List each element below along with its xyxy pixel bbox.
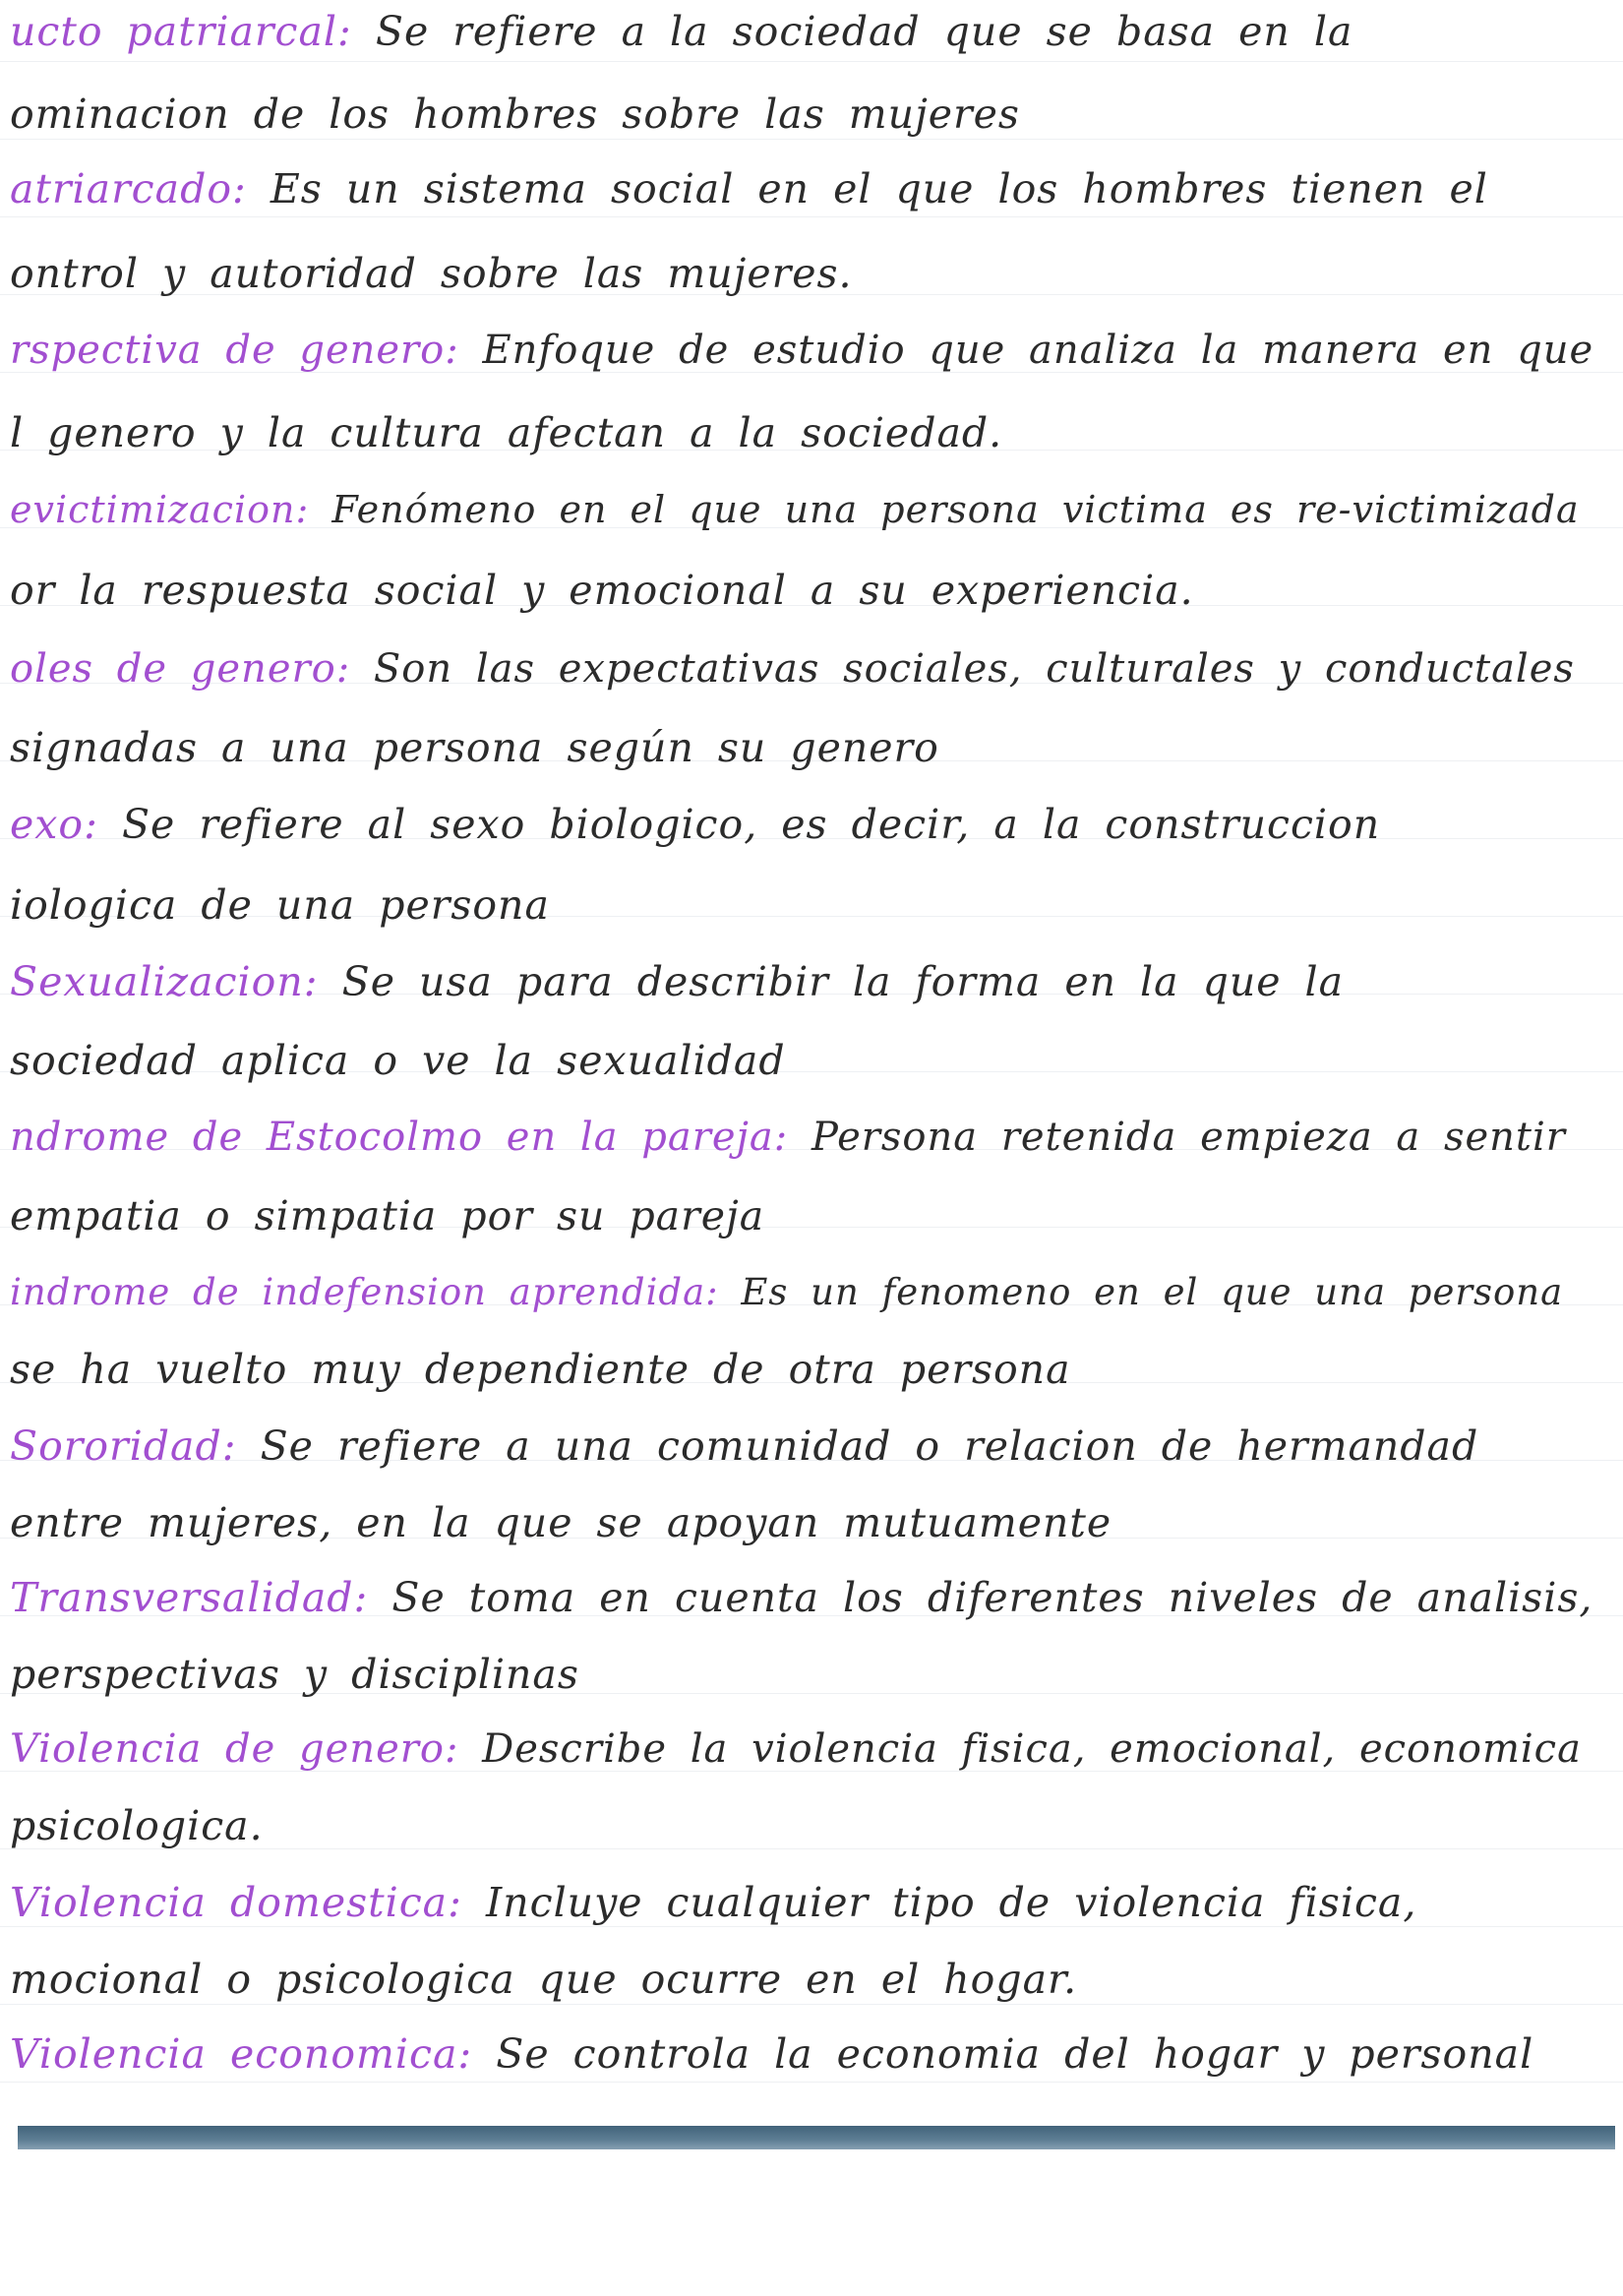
entry-line	[10, 563, 1194, 618]
definition-text: Describe la violencia fisica, emocional, economica	[482, 1726, 1582, 1772]
definition-text: sociedad aplica o ve la sexualidad	[10, 1037, 786, 1084]
glossary-term: Violencia de genero:	[10, 1726, 459, 1772]
entry-line	[10, 87, 1020, 142]
definition-text: or la respuesta social y emocional a su experiencia.	[10, 567, 1194, 614]
glossary-term: atriarcado:	[10, 165, 247, 212]
entry-line	[10, 1495, 1112, 1550]
definition-text: Son las expectativas sociales, culturales y conductales	[373, 646, 1575, 692]
definition-text: l genero y la cultura afectan a la sociedad.	[10, 409, 1003, 456]
definition-text: se ha vuelto muy dependiente de otra persona	[10, 1346, 1071, 1393]
definition-text: psicologica.	[10, 1802, 264, 1849]
entry-line	[10, 323, 1593, 378]
entry-line	[10, 1875, 1416, 1930]
glossary-term: indrome de indefension aprendida:	[10, 1271, 719, 1313]
ruled-line	[0, 61, 1623, 62]
entry-line	[10, 405, 1002, 460]
entry-line	[10, 1952, 1077, 2007]
glossary-term: evictimizacion:	[10, 488, 310, 531]
definition-text: Es un sistema social en el que los hombres tienen el	[270, 165, 1488, 212]
definition-text: Se usa para describir la forma en la que la	[341, 958, 1345, 1005]
definition-text: mocional o psicologica que ocurre en el hogar.	[10, 1956, 1078, 2003]
glossary-term: ndrome de Estocolmo en la pareja:	[10, 1115, 789, 1160]
glossary-term: Violencia economica:	[10, 2030, 473, 2078]
glossary-term: Transversalidad:	[10, 1574, 369, 1621]
ruled-line	[0, 2082, 1623, 2083]
entry-line	[10, 1722, 1582, 1777]
glossary-term: rspectiva de genero:	[10, 328, 459, 373]
entry-line	[10, 1647, 579, 1702]
entry-line	[10, 1342, 1071, 1397]
entry-line	[10, 1188, 764, 1243]
ruled-line	[0, 216, 1623, 217]
entry-line	[10, 720, 939, 775]
definition-text: empatia o simpatia por su pareja	[10, 1192, 765, 1239]
entry-line	[10, 161, 1488, 216]
entry-line	[10, 1419, 1478, 1474]
definition-text: iologica de una persona	[10, 881, 550, 929]
definition-text: Incluye cualquier tipo de violencia fisica,	[486, 1879, 1417, 1926]
entry-line	[10, 1110, 1566, 1165]
entry-line	[10, 1798, 264, 1853]
glossary-term: Sororidad:	[10, 1422, 237, 1470]
entry-line	[10, 1265, 1563, 1320]
entry-line	[10, 1033, 786, 1088]
glossary-term: Violencia domestica:	[10, 1879, 462, 1926]
definition-text: Se controla la economia del hogar y personal	[496, 2030, 1534, 2078]
definition-text: Enfoque de estudio que analiza la manera en que	[482, 328, 1594, 373]
entry-line	[10, 877, 550, 933]
entry-line	[10, 2026, 1533, 2082]
glossary-term: ucto patriarcal:	[10, 8, 352, 55]
entry-line	[10, 482, 1580, 537]
definition-text: entre mujeres, en la que se apoyan mutuamente	[10, 1499, 1112, 1546]
definition-text: Se refiere al sexo biologico, es decir, a la construccion	[121, 801, 1381, 848]
definition-text: Se toma en cuenta los diferentes niveles de analisis,	[391, 1574, 1593, 1621]
definition-text: perspectivas y disciplinas	[10, 1651, 579, 1698]
glossary-term: exo:	[10, 801, 98, 848]
entry-line	[10, 1570, 1593, 1625]
glossary-term: Sexualizacion:	[10, 958, 319, 1005]
definition-text: Persona retenida empieza a sentir	[811, 1115, 1566, 1160]
definition-text: Se refiere a la sociedad que se basa en la	[375, 8, 1353, 55]
definition-text: Fenómeno en el que una persona victima es re-victimizada	[331, 488, 1580, 531]
definition-text: Se refiere a una comunidad o relacion de hermandad	[260, 1422, 1479, 1470]
definition-text: signadas a una persona según su genero	[10, 724, 939, 771]
definition-text: Es un fenomeno en el que una persona	[741, 1271, 1564, 1313]
page-bottom-bar	[18, 2126, 1615, 2149]
entry-line	[10, 797, 1380, 852]
glossary-term: oles de genero:	[10, 646, 351, 692]
entry-line	[10, 4, 1352, 59]
entry-line	[10, 954, 1344, 1009]
entry-line	[10, 641, 1575, 696]
entry-line	[10, 246, 853, 301]
definition-text: ontrol y autoridad sobre las mujeres.	[10, 250, 853, 297]
definition-text: ominacion de los hombres sobre las mujeres	[10, 91, 1020, 138]
